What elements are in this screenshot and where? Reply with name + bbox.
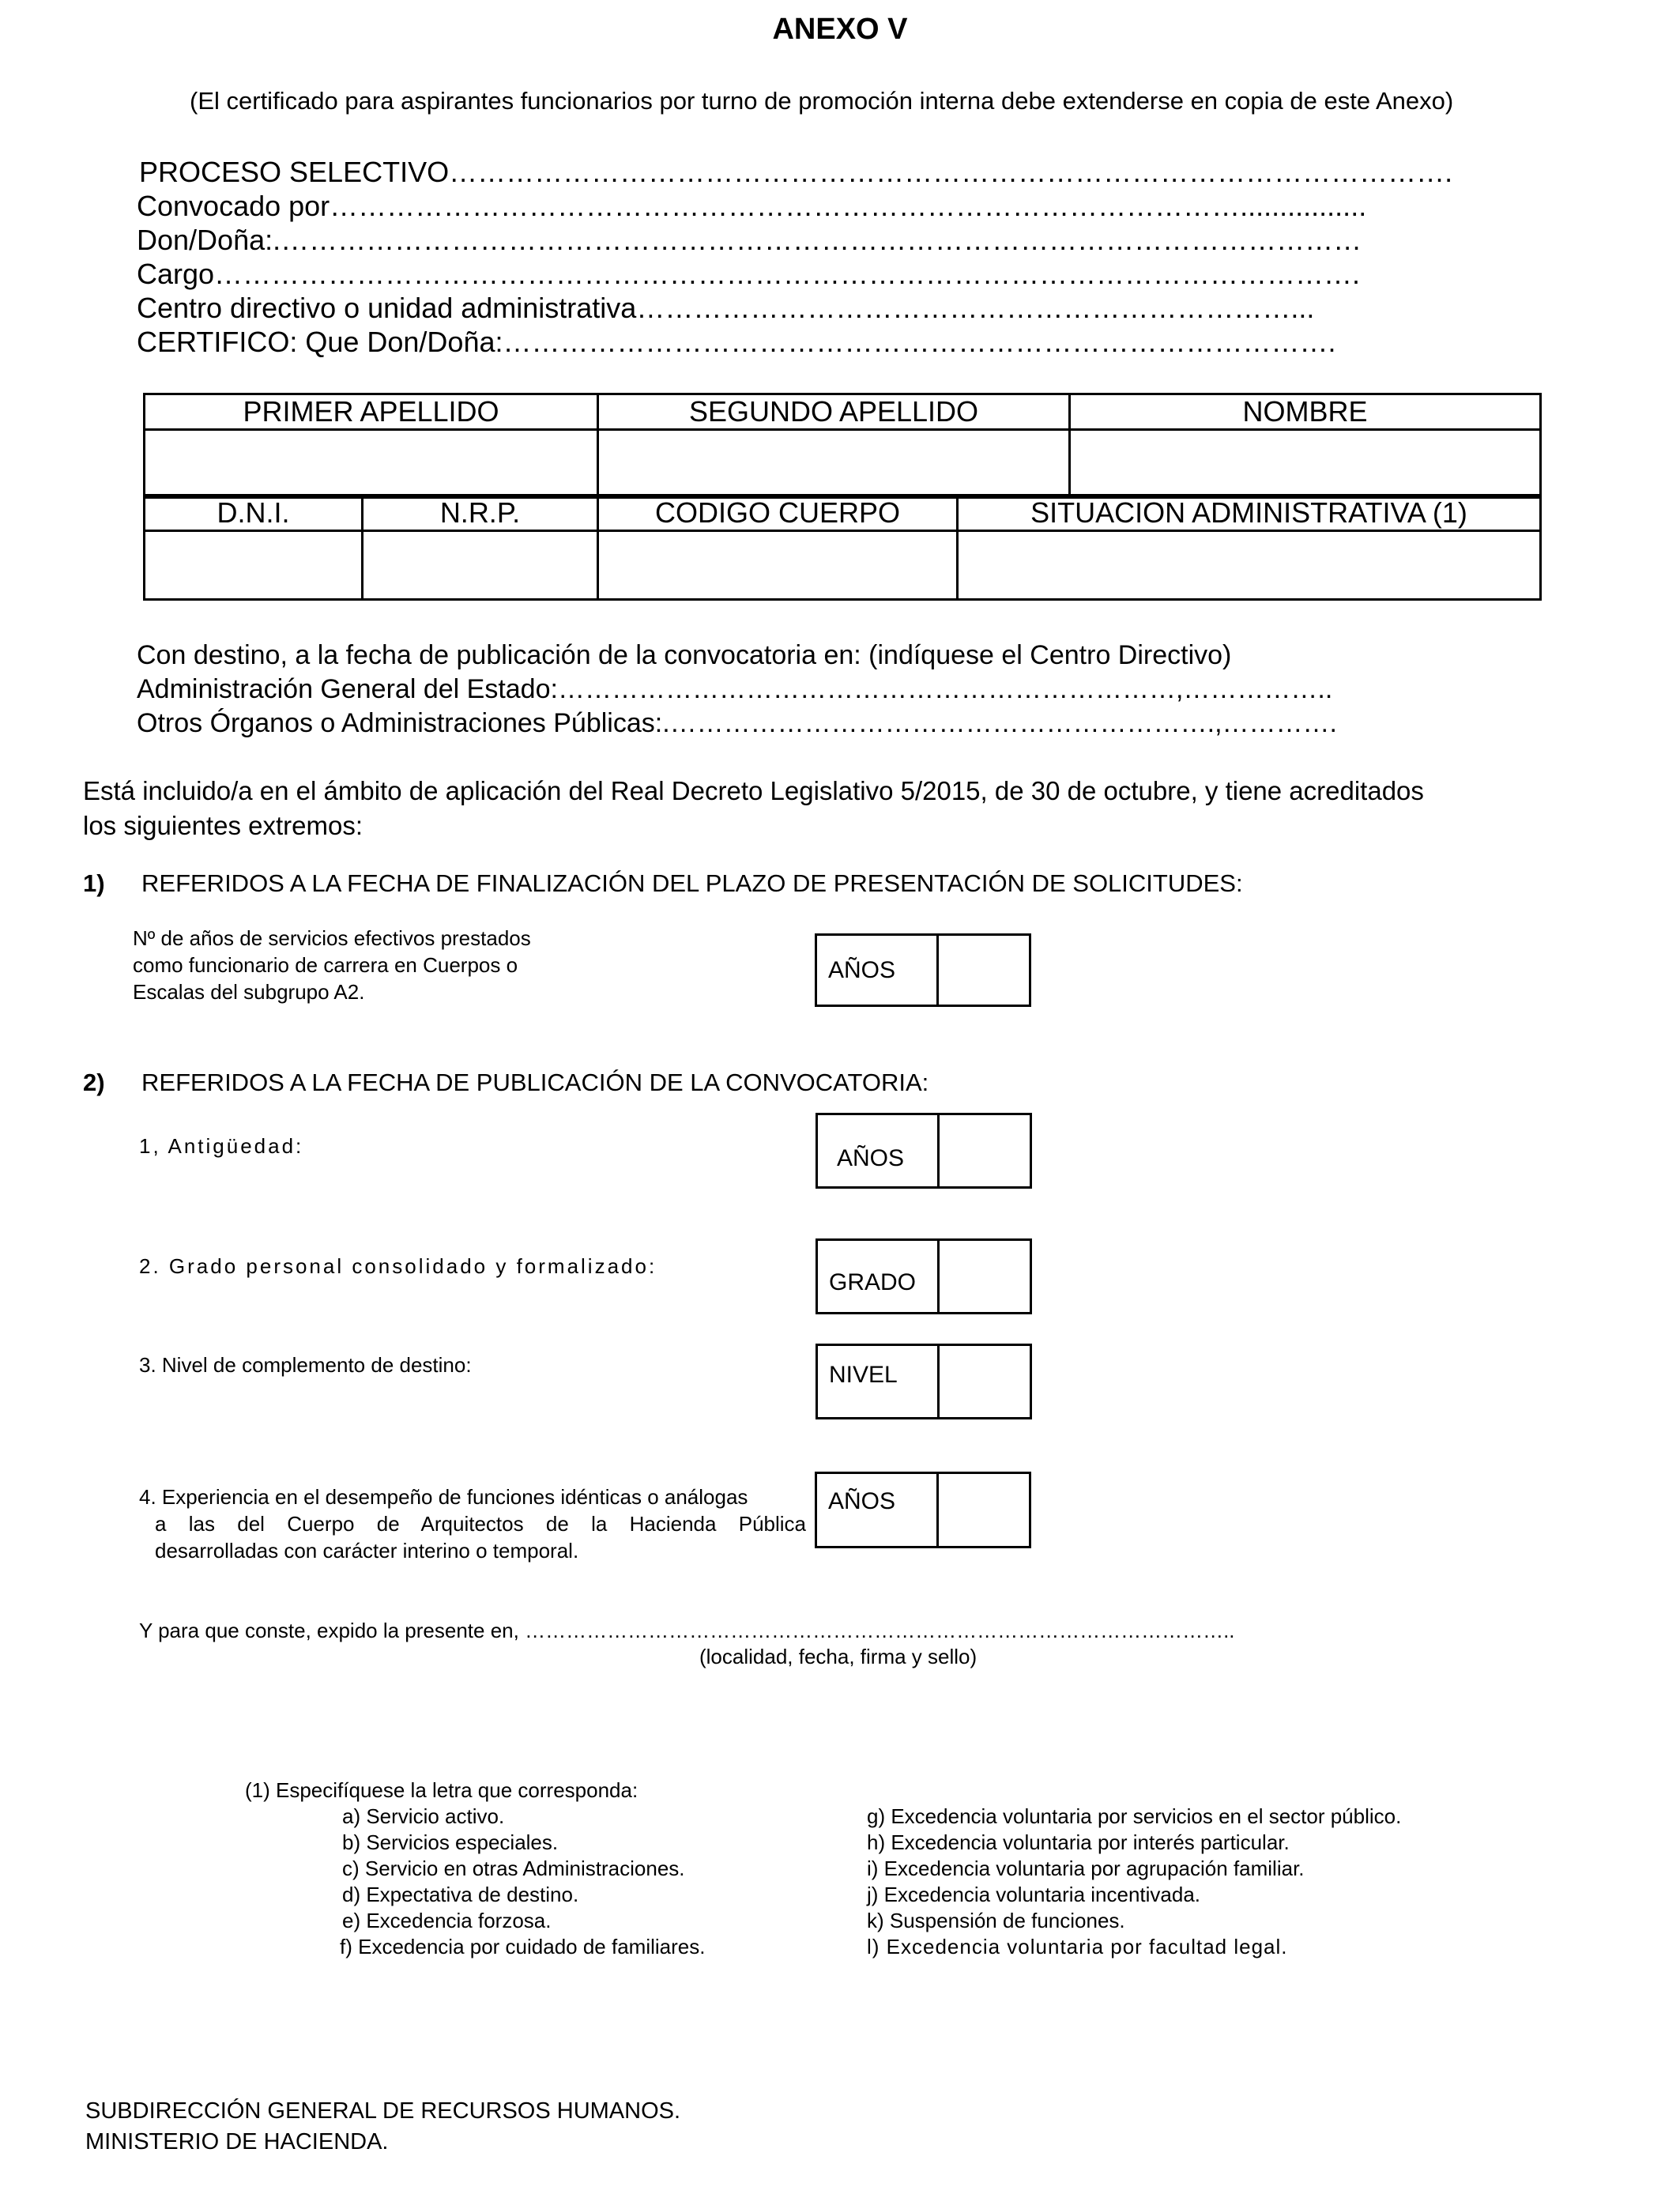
grado-value[interactable] [940, 1241, 1030, 1312]
footnote-item: g) Excedencia voluntaria por servicios en el sector público. [867, 1804, 1402, 1828]
header-codigo-cuerpo: CODIGO CUERPO [598, 496, 958, 531]
antiguedad-box [816, 1113, 1032, 1189]
nivel-box-label: NIVEL [818, 1346, 940, 1417]
header-primer-apellido: PRIMER APELLIDO [145, 394, 598, 430]
issuer-block [85, 2096, 680, 2158]
footnote-left-list [342, 1804, 705, 1960]
cell-dni[interactable] [145, 531, 363, 600]
field-convocado-por[interactable]: Convocado por……………………………………………………………………………………................ [137, 190, 1367, 222]
field-don-dona[interactable]: Don/Doña:.…………………………………………………………………………………………………… [137, 224, 1362, 256]
footnote-item: a) Servicio activo. [342, 1804, 505, 1828]
section-2-title: REFERIDOS A LA FECHA DE PUBLICACIÓN DE LA CONVOCATORIA: [141, 1069, 929, 1096]
experiencia-line-2: a las del Cuerpo de Arquitectos de la Hacienda Pública [155, 1512, 806, 1536]
anos-servicio-box [815, 933, 1031, 1007]
cell-nrp[interactable] [363, 531, 598, 600]
cell-codigo-cuerpo[interactable] [598, 531, 958, 600]
document-title: ANEXO V [772, 13, 908, 46]
cell-situacion-administrativa[interactable] [958, 531, 1541, 600]
cell-nombre[interactable] [1070, 430, 1541, 498]
issuer-subdireccion: SUBDIRECCIÓN GENERAL DE RECURSOS HUMANOS. [85, 2098, 681, 2124]
experiencia-line-1: 4. Experiencia en el desempeño de funciones idénticas o análogas [139, 1485, 748, 1509]
field-cargo[interactable]: Cargo…………………………………………………………………………………………………………. [137, 258, 1361, 290]
antiguedad-value[interactable] [940, 1115, 1030, 1186]
personal-data-table-bottom [143, 494, 1542, 601]
field-administracion-general[interactable]: Administración General del Estado:……………………………………………………………,…………….. [137, 674, 1333, 704]
nivel-box [816, 1344, 1032, 1419]
experiencia-box [815, 1472, 1031, 1548]
header-segundo-apellido: SEGUNDO APELLIDO [598, 394, 1070, 430]
cell-primer-apellido[interactable] [145, 430, 598, 498]
field-expido-en[interactable]: Y para que conste, expido la presente en, ………………………………………………………………………………………….. [139, 1619, 1235, 1642]
header-situacion-administrativa: SITUACION ADMINISTRATIVA (1) [958, 496, 1541, 531]
experiencia-box-label: AÑOS [817, 1474, 939, 1546]
inclusion-line-1: Está incluido/a en el ámbito de aplicación del Real Decreto Legislativo 5/2015, de 30 de octubre, y tiene acreditados [83, 776, 1424, 805]
section-1-description [133, 925, 531, 1005]
grado-box-label: GRADO [818, 1241, 940, 1312]
nivel-label: 3. Nivel de complemento de destino: [139, 1353, 472, 1377]
inclusion-line-2: los siguientes extremos: [83, 811, 363, 840]
section-1-desc-line: Escalas del subgrupo A2. [133, 980, 365, 1004]
footnote-item: f) Excedencia por cuidado de familiares. [340, 1935, 706, 1958]
section-1-number: 1) [83, 869, 105, 897]
section-1-heading [83, 869, 1243, 898]
field-centro-directivo[interactable]: Centro directivo o unidad administrativa……………………………………………………………... [137, 292, 1315, 324]
nivel-value[interactable] [940, 1346, 1030, 1417]
footnote-item: b) Servicios especiales. [342, 1830, 559, 1854]
antiguedad-label: 1, Antigüedad: [139, 1134, 304, 1158]
expido-caption: (localidad, fecha, firma y sello) [699, 1645, 977, 1668]
antiguedad-box-label: AÑOS [818, 1115, 940, 1186]
header-nombre: NOMBRE [1070, 394, 1541, 430]
section-1-desc-line: Nº de años de servicios efectivos prestados [133, 926, 531, 950]
section-1-title: REFERIDOS A LA FECHA DE FINALIZACIÓN DEL PLAZO DE PRESENTACIÓN DE SOLICITUDES: [141, 869, 1243, 897]
header-nrp: N.R.P. [363, 496, 598, 531]
field-certifico[interactable]: CERTIFICO: Que Don/Doña:……………………………………………………………………………. [137, 326, 1336, 358]
experiencia-value[interactable] [939, 1474, 1029, 1546]
section-2-heading [83, 1069, 929, 1097]
section-2-number: 2) [83, 1069, 105, 1096]
footnote-item: k) Suspensión de funciones. [867, 1909, 1125, 1932]
footnote-item: c) Servicio en otras Administraciones. [342, 1857, 685, 1880]
header-dni: D.N.I. [145, 496, 363, 531]
cell-segundo-apellido[interactable] [598, 430, 1070, 498]
grado-box [816, 1238, 1032, 1314]
anos-servicio-value[interactable] [939, 936, 1029, 1005]
footnote-item: e) Excedencia forzosa. [342, 1909, 552, 1932]
footnote-right-list [867, 1804, 1401, 1960]
issuer-ministerio: MINISTERIO DE HACIENDA. [85, 2129, 389, 2154]
footnote-item: j) Excedencia voluntaria incentivada. [867, 1883, 1201, 1906]
footnote-item: d) Expectativa de destino. [342, 1883, 579, 1906]
footnote-item: i) Excedencia voluntaria por agrupación familiar. [867, 1857, 1305, 1880]
footnote-item: l) Excedencia voluntaria por facultad legal. [867, 1935, 1288, 1958]
personal-data-table-top [143, 393, 1542, 499]
grado-label: 2. Grado personal consolidado y formalizado: [139, 1254, 657, 1278]
field-otros-organos[interactable]: Otros Órganos o Administraciones Públicas:.…………………………………………………….,…………. [137, 708, 1337, 738]
footnote-heading: (1) Especifíquese la letra que corresponda: [245, 1778, 638, 1802]
section-1-desc-line: como funcionario de carrera en Cuerpos o [133, 953, 518, 977]
experiencia-line-3: desarrolladas con carácter interino o temporal. [155, 1539, 579, 1563]
experiencia-description [139, 1483, 806, 1564]
field-proceso-selectivo[interactable]: PROCESO SELECTIVO……………………………………………………………………………………………. [139, 156, 1453, 188]
anos-servicio-label: AÑOS [817, 936, 939, 1005]
footnote-item: h) Excedencia voluntaria por interés particular. [867, 1830, 1290, 1854]
document-subtitle: (El certificado para aspirantes funcionarios por turno de promoción interna debe extenderse en copia de este Anexo) [190, 87, 1454, 115]
destino-intro: Con destino, a la fecha de publicación de la convocatoria en: (indíquese el Centro Directivo) [137, 640, 1232, 670]
